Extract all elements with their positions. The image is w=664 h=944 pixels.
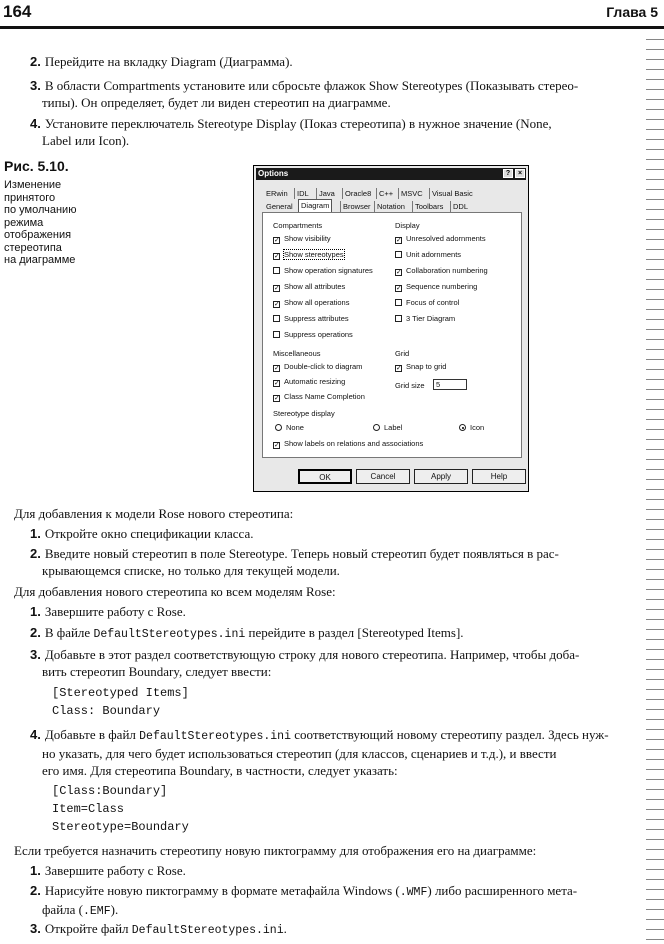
class-name-completion-checkbox[interactable] [273,392,365,402]
figure-caption [4,179,96,267]
code-line: [Class:Boundary] [52,784,168,798]
ok-button[interactable]: OK [298,469,352,484]
show-visibility-checkbox[interactable] [273,234,331,244]
show-all-attributes-checkbox[interactable] [273,282,345,292]
option-label: Suppress attributes [284,314,349,323]
file-extension: .EMF [83,905,111,918]
show-relation-labels-checkbox[interactable] [273,439,423,449]
snap-to-grid-checkbox[interactable] [395,362,446,372]
checkbox-checked-icon: ✓ [274,301,280,308]
header-rule [0,26,664,29]
code-line: Class: Boundary [52,704,161,718]
step-number: 1. [30,863,41,878]
section2-step-1 [30,603,186,620]
caption-line: по умолчанию [4,204,77,216]
caption-line: стереотипа [4,241,62,254]
checkbox-checked-icon: ✓ [274,237,280,244]
section2-step-2 [30,624,464,643]
option-label: Double-click to diagram [284,362,363,371]
step-a-2 [30,53,293,70]
step-text: Добавьте в файл [44,727,140,742]
step-number: 4. [30,727,41,742]
code-block-1 [52,684,189,720]
section3-step-2 [30,882,655,920]
caption-line: режима [4,216,44,229]
caption-line: отображения [4,229,72,241]
tab-general[interactable]: General [266,202,293,211]
step-text: Добавьте в этот раздел соответствующую строку для нового стереотипа. Например, чтобы доба- [44,647,580,662]
code-block-2 [52,782,189,836]
sequence-numbering-checkbox[interactable] [395,282,477,292]
checkbox-checked-icon: ✓ [396,365,402,372]
tab-ddl[interactable]: DDL [450,201,470,212]
checkbox-unchecked-icon [273,315,280,322]
step-number: 2. [30,625,41,640]
page-header [0,0,664,28]
section3-intro: Если требуется назначить стереотипу новую пиктограмму для отображения его на диаграмме: [14,843,537,858]
dialog-title: Options [258,169,289,178]
step-text-cont: Label или Icon). [42,133,130,148]
page-number: 164 [3,2,32,21]
code-line: [Stereotyped Items] [52,686,189,700]
tab-notation[interactable]: Notation [374,201,407,212]
grid-label: Grid [395,349,410,358]
tab-idl[interactable]: IDL [294,188,311,199]
filename: DefaultStereotypes.ini [93,628,246,641]
filename: DefaultStereotypes.ini [139,730,291,743]
display-label: Display [395,221,420,230]
tab-visual-basic[interactable]: Visual Basic [429,188,475,199]
three-tier-diagram-checkbox[interactable] [395,314,455,324]
option-label: Show operation signatures [284,266,373,275]
option-label: Unit adornments [406,250,462,259]
step-text-cont: файла ( [42,902,83,917]
stereotype-none-radio[interactable] [275,423,304,433]
step-text-cont: типы). Он определяет, будет ли виден стереотип на диаграмме. [42,95,391,110]
page-edge-marks [646,30,664,940]
caption-line: принятого [4,191,56,204]
step-text-cont: его имя. Для стереотипа Boundary, в частности, следует указать: [42,763,398,778]
apply-button[interactable]: Apply [414,469,468,484]
section2-step-4 [30,726,655,779]
code-line: Stereotype=Boundary [52,820,189,834]
step-text: Завершите работу с Rose. [44,604,186,619]
step-number: 3. [30,921,41,936]
checkbox-unchecked-icon [395,251,402,258]
collaboration-numbering-checkbox[interactable] [395,266,488,276]
step-text: перейдите в раздел [Stereotyped Items]. [245,625,464,640]
stereotype-icon-radio[interactable] [459,423,484,433]
checkbox-unchecked-icon [395,299,402,306]
checkbox-checked-icon: ✓ [396,237,402,244]
checkbox-checked-icon: ✓ [274,380,280,387]
checkbox-checked-icon: ✓ [274,442,280,449]
unresolved-adornments-checkbox[interactable] [395,234,486,244]
checkbox-checked-icon: ✓ [274,365,280,372]
compartments-label: Compartments [273,221,323,230]
step-number: 1. [30,604,41,619]
step-text: соответствующий новому стереотипу раздел. Здесь нуж- [290,727,609,742]
tab-diagram[interactable]: Diagram [298,199,332,212]
tab-erwin[interactable]: ERwin [266,189,288,198]
tab-browser[interactable]: Browser [340,201,373,212]
option-label: Sequence numbering [406,282,478,291]
step-a-4 [30,115,655,149]
cancel-button[interactable]: Cancel [356,469,410,484]
section1-intro: Для добавления к модели Rose нового стереотипа: [14,506,294,521]
step-a-3 [30,77,655,111]
radio-off-icon [373,424,380,431]
option-label: Unresolved adornments [406,234,486,243]
help-button[interactable]: Help [472,469,526,484]
checkbox-checked-icon: ✓ [274,285,280,292]
help-icon[interactable]: ? [503,169,513,178]
filename: DefaultStereotypes.ini [131,924,284,937]
tab-toolbars[interactable]: Toolbars [412,201,445,212]
checkbox-checked-icon: ✓ [274,395,280,402]
step-number: 2. [30,883,41,898]
suppress-operations-checkbox[interactable] [273,330,353,340]
show-all-operations-checkbox[interactable] [273,298,349,308]
option-label: Show labels on relations and associations [284,439,424,448]
option-label: Snap to grid [406,362,447,371]
checkbox-unchecked-icon [273,331,280,338]
tab-java[interactable]: Java [316,188,337,199]
option-label: Show all attributes [284,282,346,291]
step-text: Откройте файл [44,921,132,936]
step-text: Установите переключатель Stereotype Display (Показ стереотипа) в нужное значение (None, [44,116,552,131]
step-text: В области Compartments установите или сбросьте флажок Show Stereotypes (Показывать стерео- [44,78,579,93]
tab-msvc[interactable]: MSVC [398,188,425,199]
step-text: В файле [44,625,94,640]
checkbox-unchecked-icon [273,267,280,274]
option-label: Show visibility [284,234,331,243]
code-line: Item=Class [52,802,125,816]
misc-label: Miscellaneous [273,349,321,358]
checkbox-checked-icon: ✓ [396,285,402,292]
option-label: Label [384,423,403,432]
radio-on-icon [459,424,466,431]
option-label: Automatic resizing [284,377,346,386]
option-label: Show all operations [284,298,350,307]
diagram-tab-panel [262,212,522,458]
unit-adornments-checkbox[interactable] [395,250,461,260]
step-text: Введите новый стереотип в поле Stereotype. Теперь новый стереотип будет появляться в рас- [44,546,559,561]
dialog-titlebar [256,168,526,180]
tab-oracle8[interactable]: Oracle8 [342,188,373,199]
double-click-checkbox[interactable] [273,362,362,372]
option-label: Focus of control [406,298,460,307]
step-number: 2. [30,54,41,69]
step-text-cont: вить стереотип Boundary, следует ввести: [42,664,272,679]
caption-line: на диаграмме [4,254,76,266]
tab-cpp[interactable]: C++ [376,188,395,199]
checkbox-checked-icon: ✓ [396,269,402,276]
step-number: 3. [30,647,41,662]
stereotype-display-label: Stereotype display [273,409,335,418]
caption-line: Изменение [4,179,62,191]
stereotype-label-radio[interactable] [373,423,402,433]
suppress-attributes-checkbox[interactable] [273,314,349,324]
section2-step-3 [30,646,655,680]
step-text: . [283,921,287,936]
section1-step-1 [30,525,254,542]
show-stereotypes-checkbox[interactable] [273,250,344,260]
step-number: 1. [30,526,41,541]
step-text: ) либо расширенного мета- [427,883,578,898]
option-label: Class Name Completion [284,392,365,401]
step-number: 2. [30,546,41,561]
checkbox-checked-icon: ✓ [274,253,280,260]
automatic-resizing-checkbox[interactable] [273,377,345,387]
grid-size-input[interactable]: 5 [433,379,467,390]
step-text: Нарисуйте новую пиктограмму в формате метафайла Windows ( [44,883,400,898]
options-dialog [253,165,529,492]
section1-step-2 [30,545,655,579]
file-extension: .WMF [399,886,428,899]
step-text: Завершите работу с Rose. [44,863,186,878]
step-text-cont: ). [110,902,119,917]
option-label: None [286,423,304,432]
option-label: Show stereotypes [284,250,344,259]
checkbox-unchecked-icon [395,315,402,322]
step-text-cont: крывающемся списке, но только для текущей модели. [42,563,340,578]
option-label: 3 Tier Diagram [406,314,456,323]
section3-step-3 [30,920,287,939]
step-number: 3. [30,78,41,93]
focus-of-control-checkbox[interactable] [395,298,459,308]
option-label: Suppress operations [284,330,353,339]
figure-title: Рис. 5.10. [4,158,69,174]
grid-size-label: Grid size [395,381,425,390]
show-operation-signatures-checkbox[interactable] [273,266,373,276]
step-number: 4. [30,116,41,131]
chapter-label: Глава 5 [606,4,658,20]
close-icon[interactable]: × [515,169,525,178]
step-text: Перейдите на вкладку Diagram (Диаграмма). [44,54,293,69]
step-text: Откройте окно спецификации класса. [44,526,254,541]
radio-off-icon [275,424,282,431]
option-label: Collaboration numbering [406,266,488,275]
option-label: Icon [470,423,485,432]
step-text-cont: но указать, для чего будет использоваться стереотип (для классов, сценариев и т.д.), и ввести [42,746,557,761]
section3-step-1 [30,862,186,879]
section2-intro: Для добавления нового стереотипа ко всем моделям Rose: [14,584,336,599]
